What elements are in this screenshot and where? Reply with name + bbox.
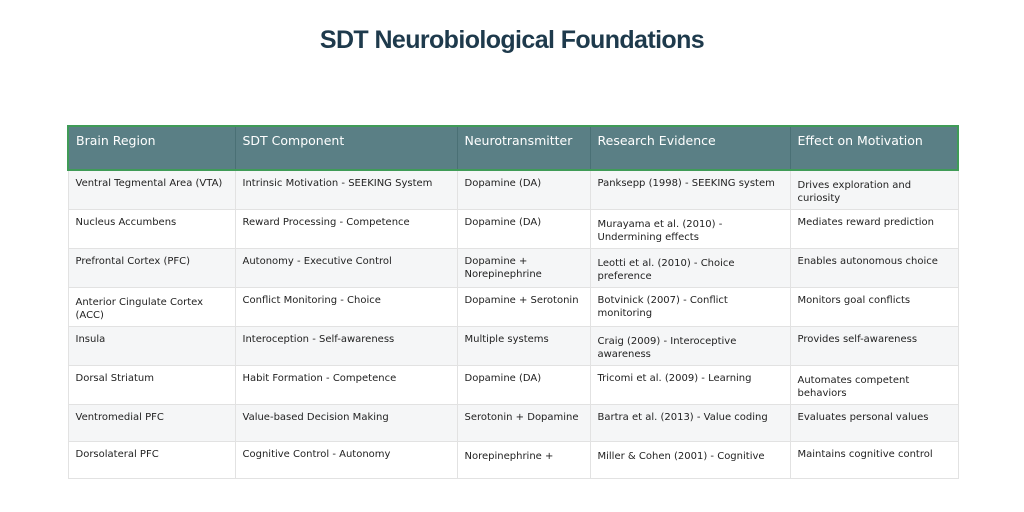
- cell-brain-region: Anterior Cingulate Cortex (ACC): [68, 288, 235, 327]
- table-row: [68, 170, 958, 210]
- cell-brain-region: Insula: [68, 327, 235, 366]
- cell-neurotransmitter: Dopamine (DA): [457, 170, 590, 210]
- table-container: [67, 125, 957, 462]
- header-research-evidence: Research Evidence: [590, 126, 790, 170]
- cell-sdt-component: Conflict Monitoring - Choice: [235, 288, 457, 327]
- cell-sdt-component: Autonomy - Executive Control: [235, 249, 457, 288]
- cell-research-evidence: Craig (2009) - Interoceptive awareness: [590, 327, 790, 366]
- cell-effect-on-motivation: Enables autonomous choice: [790, 249, 958, 288]
- table-row: [68, 405, 958, 442]
- cell-effect-on-motivation: Automates competent behaviors: [790, 366, 958, 405]
- header-effect-on-motivation: Effect on Motivation: [790, 126, 958, 170]
- cell-research-evidence: Bartra et al. (2013) - Value coding: [590, 405, 790, 442]
- table-row: [68, 210, 958, 249]
- cell-neurotransmitter: Dopamine (DA): [457, 366, 590, 405]
- cell-neurotransmitter: Dopamine + Serotonin: [457, 288, 590, 327]
- cell-effect-on-motivation: Mediates reward prediction: [790, 210, 958, 249]
- page-title: SDT Neurobiological Foundations: [319, 26, 705, 54]
- header-brain-region: Brain Region: [68, 126, 235, 170]
- cell-effect-on-motivation: Evaluates personal values: [790, 405, 958, 442]
- cell-brain-region: Prefrontal Cortex (PFC): [68, 249, 235, 288]
- cell-sdt-component: Habit Formation - Competence: [235, 366, 457, 405]
- cell-sdt-component: Intrinsic Motivation - SEEKING System: [235, 170, 457, 210]
- table-row: [68, 249, 958, 288]
- cell-sdt-component: Value-based Decision Making: [235, 405, 457, 442]
- table-row: [68, 288, 958, 327]
- cell-research-evidence: Botvinick (2007) - Conflict monitoring: [590, 288, 790, 327]
- cell-effect-on-motivation: Monitors goal conflicts: [790, 288, 958, 327]
- cell-brain-region: Dorsal Striatum: [68, 366, 235, 405]
- cell-research-evidence: Miller & Cohen (2001) - Cognitive: [590, 442, 790, 479]
- data-table: [67, 125, 959, 479]
- cell-brain-region: Ventral Tegmental Area (VTA): [68, 170, 235, 210]
- table-row: [68, 366, 958, 405]
- cell-research-evidence: Murayama et al. (2010) - Undermining effects: [590, 210, 790, 249]
- header-neurotransmitter: Neurotransmitter: [457, 126, 590, 170]
- cell-neurotransmitter: Dopamine (DA): [457, 210, 590, 249]
- cell-sdt-component: Cognitive Control - Autonomy: [235, 442, 457, 479]
- cell-brain-region: Nucleus Accumbens: [68, 210, 235, 249]
- cell-effect-on-motivation: Provides self-awareness: [790, 327, 958, 366]
- cell-neurotransmitter: Dopamine + Norepinephrine: [457, 249, 590, 288]
- cell-neurotransmitter: Multiple systems: [457, 327, 590, 366]
- cell-sdt-component: Interoception - Self-awareness: [235, 327, 457, 366]
- cell-research-evidence: Leotti et al. (2010) - Choice preference: [590, 249, 790, 288]
- cell-neurotransmitter: Serotonin + Dopamine: [457, 405, 590, 442]
- cell-research-evidence: Tricomi et al. (2009) - Learning: [590, 366, 790, 405]
- cell-sdt-component: Reward Processing - Competence: [235, 210, 457, 249]
- table-header-row: [68, 126, 958, 170]
- cell-effect-on-motivation: Maintains cognitive control: [790, 442, 958, 479]
- cell-brain-region: Dorsolateral PFC: [68, 442, 235, 479]
- table-row: [68, 327, 958, 366]
- cell-effect-on-motivation: Drives exploration and curiosity: [790, 170, 958, 210]
- cell-brain-region: Ventromedial PFC: [68, 405, 235, 442]
- table-row: [68, 442, 958, 479]
- cell-neurotransmitter: Norepinephrine +: [457, 442, 590, 479]
- header-sdt-component: SDT Component: [235, 126, 457, 170]
- cell-research-evidence: Panksepp (1998) - SEEKING system: [590, 170, 790, 210]
